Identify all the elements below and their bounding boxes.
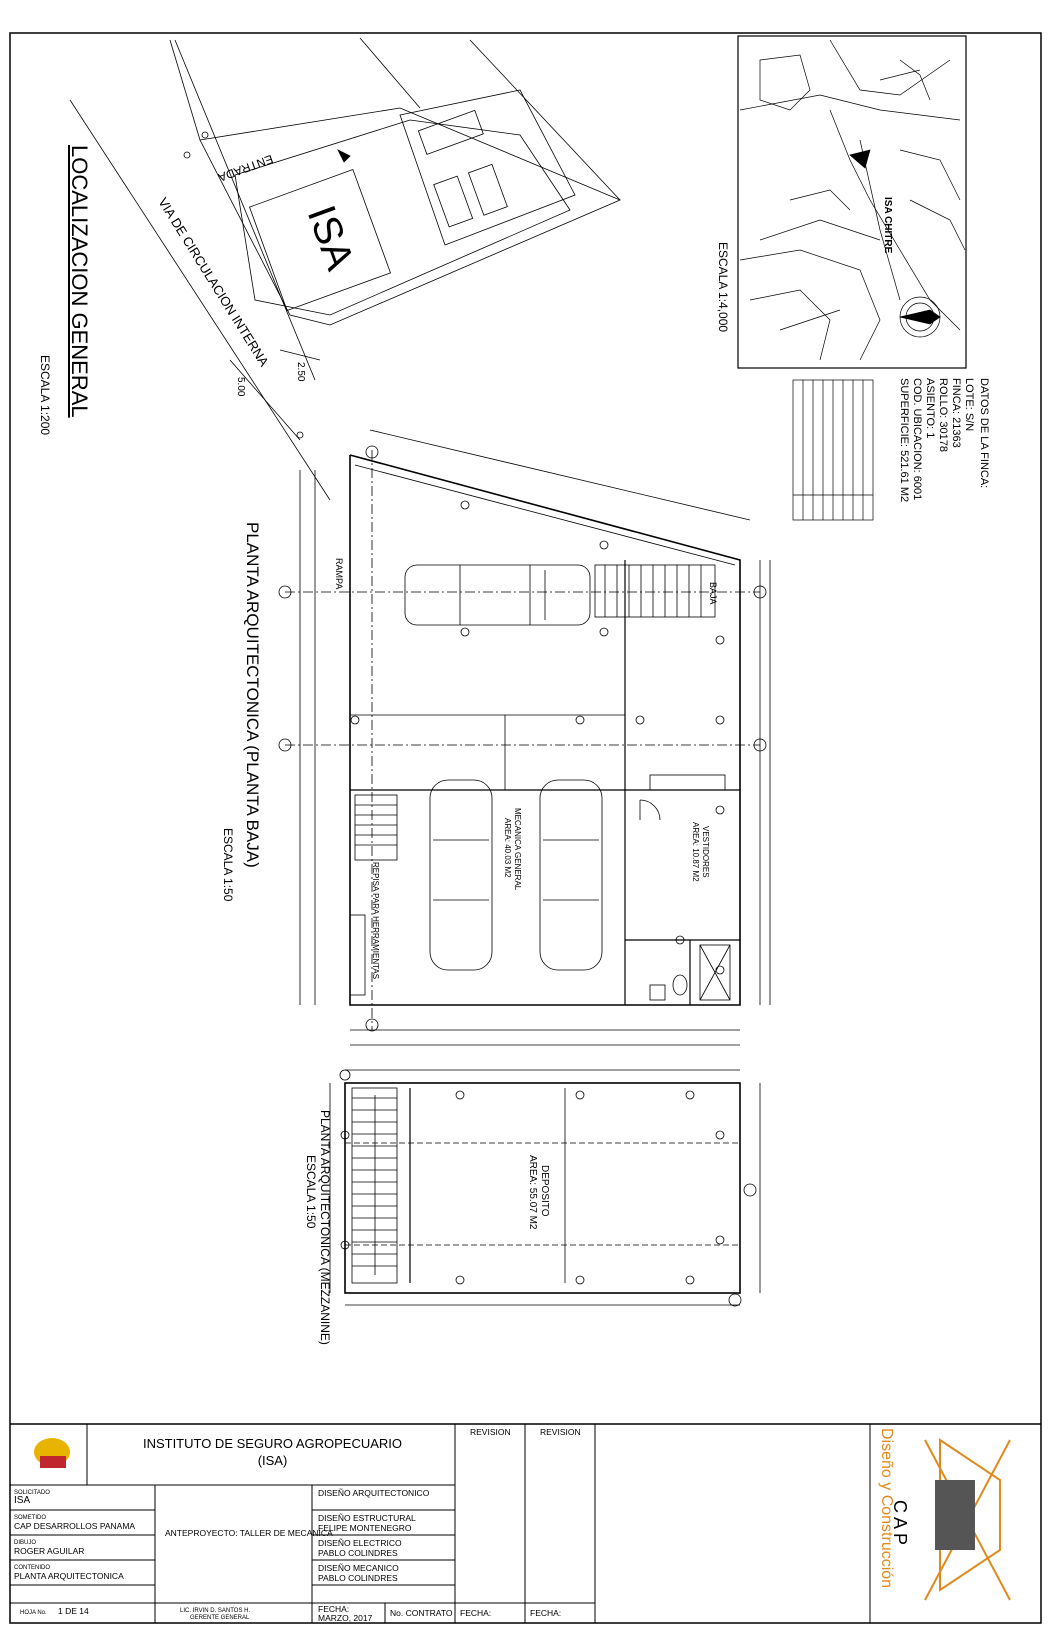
sheet-border — [10, 33, 1041, 1623]
dim-2-50: 2.50 — [295, 362, 306, 382]
finca-line-2: FINCA: 21363 — [950, 378, 962, 448]
deposito-area: AREA: 55.07 M2 — [527, 1155, 538, 1230]
ground-floor-plan — [279, 430, 770, 1045]
baja-label: BAJA — [708, 582, 718, 605]
finca-line-6: SUPERFICIE: 521.61 M2 — [898, 378, 910, 503]
contrato-label: No. CONTRATO — [390, 1608, 453, 1618]
anteproyecto-label: ANTEPROYECTO: TALLER DE MECANICA — [165, 1528, 333, 1538]
ground-floor-title: PLANTA ARQUITECTONICA (PLANTA BAJA) — [243, 522, 262, 868]
vestidores-label: VESTIDORES — [701, 826, 710, 878]
vicinity-map — [738, 36, 966, 368]
diseno-elec-name: PABLO COLINDRES — [318, 1548, 398, 1558]
revision-1: REVISION — [470, 1427, 511, 1437]
localizacion-title: LOCALIZACION GENERAL — [67, 145, 92, 418]
mezzanine-title: PLANTA ARQUITECTONICA (MEZZANINE) — [318, 1110, 332, 1345]
finca-title: DATOS DE LA FINCA: — [978, 378, 990, 489]
firma-title: GERENTE GENERAL — [190, 1615, 250, 1621]
vestidores-area: AREA: 10.87 M2 — [691, 822, 700, 882]
revision-2: REVISION — [540, 1427, 581, 1437]
vicinity-isa-label: ISA CHITRE — [882, 197, 893, 254]
diseno-elec: DISEÑO ELECTRICO — [318, 1538, 402, 1548]
finca-line-1: LOTE: S/N — [963, 378, 975, 432]
mezzanine-scale: ESCALA 1:50 — [304, 1155, 318, 1229]
firma-name: LIC. IRVIN D. SANTOS H. — [180, 1608, 251, 1614]
diseno-mec: DISEÑO MECANICO — [318, 1563, 399, 1573]
cap-logo-text: CAP — [890, 1500, 910, 1550]
dim-5-00: 5.00 — [235, 377, 246, 397]
institute-name: INSTITUTO DE SEGURO AGROPECUARIO — [142, 1436, 403, 1451]
finca-line-3: ROLLO: 30178 — [937, 378, 949, 452]
entrada-label: ENTRADA — [216, 151, 275, 185]
finca-line-4: ASIENTO: 1 — [924, 378, 936, 439]
finca-table — [793, 380, 873, 520]
cap-logo-tagline: Diseño y Construcción — [878, 1428, 895, 1589]
ground-floor-scale: ESCALA 1:50 — [221, 828, 235, 902]
localizacion-scale: ESCALA 1:200 — [38, 355, 52, 436]
isa-logo — [34, 1438, 70, 1468]
site-isa-label: ISA — [298, 200, 363, 276]
finca-line-5: COD. UBICACION: 6001 — [911, 378, 923, 501]
via-label: VIA DE CIRCULACION INTERNA — [155, 195, 272, 369]
deposito-label: DEPOSITO — [539, 1165, 550, 1217]
diseno-mec-name: PABLO COLINDRES — [318, 1573, 398, 1583]
fecha-3: FECHA: — [530, 1608, 562, 1618]
sometido-label: SOMETIDO — [14, 1515, 47, 1521]
sometido-value: CAP DESARROLLOS PANAMA — [14, 1521, 136, 1531]
repisa-label: REPISA PARA HERRAMIENTAS — [371, 862, 380, 980]
hoja-value: 1 DE 14 — [58, 1606, 89, 1616]
contenido-value: PLANTA ARQUITECTONICA — [14, 1571, 124, 1581]
dibujo-label: DIBUJO — [14, 1540, 37, 1546]
fecha-value: MARZO, 2017 — [318, 1613, 373, 1623]
diseno-est: DISEÑO ESTRUCTURAL — [318, 1513, 416, 1523]
diseno-arq: DISEÑO ARQUITECTONICO — [318, 1488, 430, 1498]
dibujo-value: ROGER AGUILAR — [14, 1546, 85, 1556]
cap-logo-building — [935, 1480, 975, 1550]
solicitado-value: ISA — [14, 1496, 31, 1506]
hoja-label: HOJA No. — [20, 1610, 47, 1616]
vicinity-scale: ESCALA 1:4,000 — [716, 242, 730, 333]
diseno-est-name: FELIPE MONTENEGRO — [318, 1523, 412, 1533]
solicitado-label: SOLICITADO — [14, 1490, 50, 1496]
fecha-2: FECHA: — [460, 1608, 492, 1618]
institute-short: (ISA) — [257, 1453, 288, 1468]
fecha-label: FECHA: — [318, 1604, 350, 1614]
mecanica-area: AREA: 40.03 M2 — [503, 818, 512, 878]
contenido-label: CONTENIDO — [14, 1565, 50, 1571]
site-plan — [70, 38, 620, 500]
mecanica-label: MECANICA GENERAL — [513, 808, 522, 891]
rampa-label: RAMPA — [334, 558, 344, 590]
